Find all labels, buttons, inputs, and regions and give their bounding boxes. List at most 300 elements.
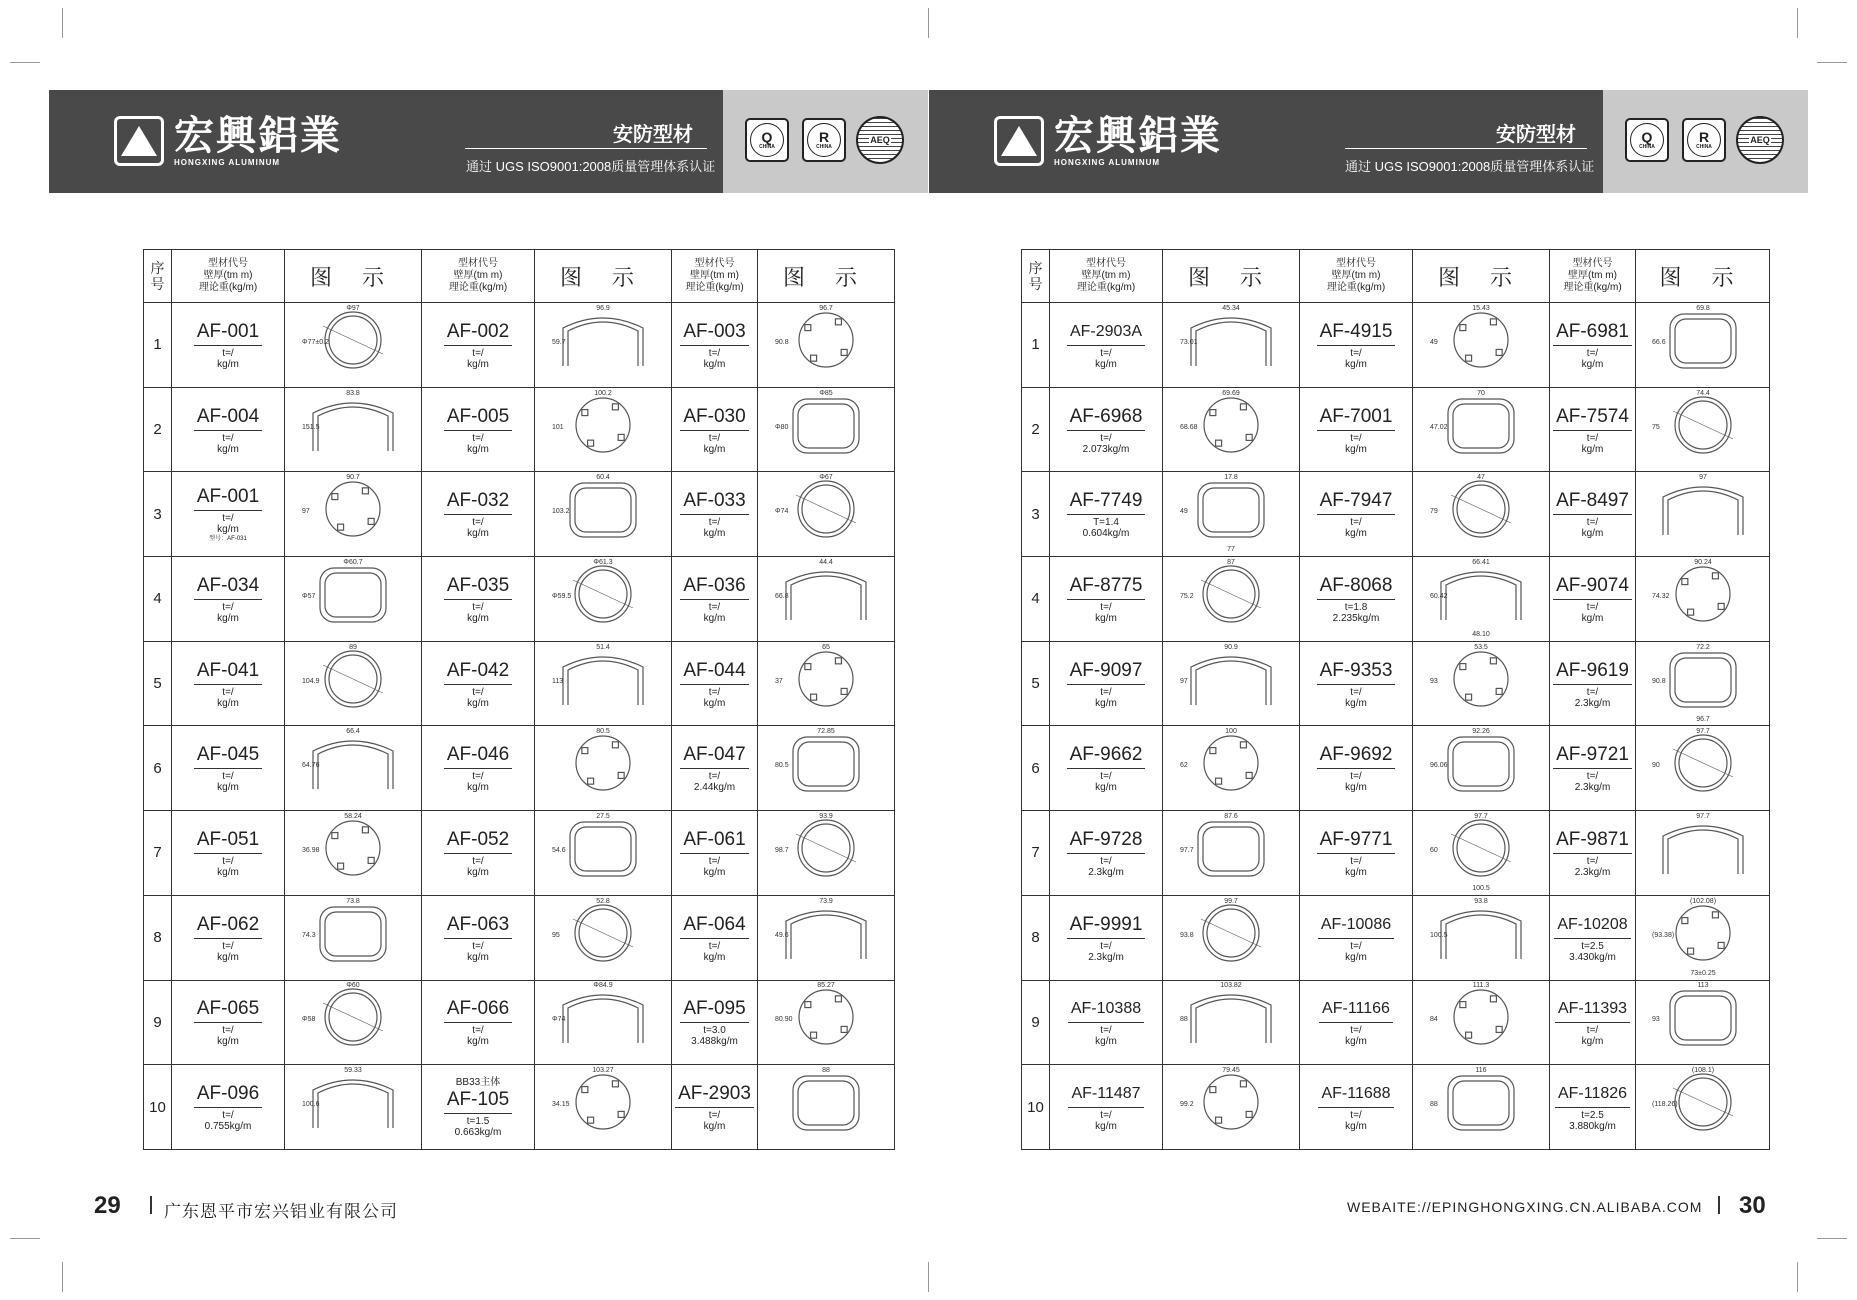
dimension-label: 60.42 (1430, 592, 1448, 600)
dimension-label: 59.7 (552, 338, 566, 346)
theoretical-weight: kg/m (1095, 1036, 1117, 1048)
profile-info-cell (422, 557, 535, 642)
profile-diagram (1426, 560, 1536, 638)
theoretical-weight: kg/m (1095, 358, 1117, 370)
profile-diagram (1648, 475, 1758, 553)
profile-info-cell (422, 726, 535, 811)
profile-outline (1191, 995, 1271, 1043)
profile-diagram-cell (1163, 557, 1300, 642)
profile-notch (1712, 911, 1718, 917)
profile-notch (1460, 663, 1466, 669)
profile-info-cell (422, 303, 535, 388)
dimension-label: 87.6 (1224, 812, 1238, 820)
dimension-label: 99.7 (1224, 897, 1238, 905)
profile-code: AF-9097 (1067, 659, 1146, 685)
profile-drawing (1676, 906, 1730, 960)
table-row (144, 472, 895, 557)
profile-info-cell (172, 557, 285, 642)
dimension-label: 113 (1696, 982, 1709, 990)
profile-diagram-cell (1636, 726, 1770, 811)
dimension-label: (118.26) (1651, 1101, 1678, 1109)
dimension-label: 72.85 (817, 728, 835, 736)
theoretical-weight: kg/m (467, 528, 489, 540)
profile-diagram-cell (1163, 1065, 1300, 1150)
dimension-label: 98.7 (775, 846, 789, 854)
wall-thickness: t=/ (222, 686, 234, 698)
header-profile-info (1300, 250, 1413, 303)
dimension-label: 97 (1698, 474, 1707, 482)
profile-notch (1460, 1002, 1466, 1008)
profile-inner (1453, 742, 1509, 786)
wall-thickness: t=/ (708, 601, 721, 613)
dimension-line (323, 665, 383, 693)
profile-diagram (1176, 560, 1286, 638)
table-row (1022, 811, 1770, 896)
profile-diagram-cell (285, 726, 422, 811)
wall-thickness: t=/ (708, 686, 721, 698)
dimension-label: 113 (552, 677, 564, 685)
profile-diagram-cell (1163, 811, 1300, 896)
dimension-label: 60 (1430, 846, 1438, 854)
profile-code: AF-9728 (1067, 828, 1146, 854)
dimension-line (1673, 411, 1733, 439)
row-index: 4 (144, 557, 172, 642)
registered-badge-icon: R CHINA (1682, 118, 1726, 162)
profile-diagram (1176, 899, 1286, 977)
profile-drawing (793, 737, 859, 791)
theoretical-weight: kg/m (1345, 1121, 1367, 1133)
profile-notch (835, 657, 841, 663)
theoretical-weight: kg/m (467, 612, 489, 624)
profile-code: AF-2903A (1067, 320, 1145, 346)
profile-info-cell (672, 980, 758, 1065)
profile-info-cell (1550, 895, 1636, 980)
profile-drawing (1451, 820, 1511, 876)
certification-text: 通过 UGS ISO9001:2008质量管理体系认证 (1345, 159, 1595, 174)
dimension-label: 97.7 (1180, 846, 1194, 854)
dimension-label: Φ58 (302, 1016, 316, 1024)
wall-thickness: t=/ (1586, 347, 1599, 359)
profile-diagram-cell (535, 980, 672, 1065)
theoretical-weight: kg/m (703, 612, 726, 624)
profile-notch (612, 403, 618, 409)
header-info-line: 理论重(kg/m) (1563, 282, 1622, 293)
profile-diagram (1648, 391, 1758, 469)
profile-drawing (1670, 991, 1736, 1045)
wall-thickness: t=/ (708, 940, 721, 952)
row-index: 6 (1022, 726, 1050, 811)
profile-info-cell (1550, 641, 1636, 726)
profile-code: AF-096 (194, 1082, 262, 1108)
wall-thickness: t=/ (472, 1025, 484, 1037)
profile-info-cell (1550, 1065, 1636, 1150)
profile-diagram-cell (1636, 1065, 1770, 1150)
profile-inner (1675, 319, 1731, 363)
dimension-label: 47 (1477, 474, 1485, 482)
profile-diagram (548, 475, 658, 553)
profile-notch (1490, 319, 1496, 325)
dimension-label: 66.8 (775, 592, 789, 600)
table-row (1022, 726, 1770, 811)
quality-badge-icon: Q CHINA (1625, 118, 1669, 162)
dimension-label: 89 (349, 643, 357, 651)
profile-code: AF-042 (444, 659, 512, 685)
profile-notch (368, 519, 374, 525)
profile-drawing (1454, 652, 1508, 706)
dimension-label: 72.2 (1695, 643, 1710, 651)
profile-inner (568, 322, 638, 366)
theoretical-weight: kg/m (1345, 1036, 1367, 1048)
dimension-label: Φ84.9 (593, 982, 613, 990)
profile-outline (799, 313, 853, 367)
profile-code: AF-105 (444, 1088, 512, 1114)
dimension-label: 93.8 (1474, 897, 1488, 905)
header-info-line: 型材代号 (1572, 258, 1613, 269)
profile-diagram (298, 306, 408, 384)
profile-diagram-cell (758, 1065, 895, 1150)
profile-info-cell (1300, 303, 1413, 388)
profile-info-cell (422, 895, 535, 980)
profile-diagram (1648, 899, 1758, 977)
header-info-line: 理论重(kg/m) (1076, 282, 1136, 293)
profile-catalog-table (1021, 249, 1770, 1150)
profile-diagram-cell (758, 303, 895, 388)
dimension-label: Φ60.7 (343, 558, 363, 566)
profile-notch (1490, 996, 1496, 1002)
table-row (1022, 387, 1770, 472)
profile-inner (325, 912, 381, 956)
catalog-page-right (929, 0, 1857, 1300)
profile-code: AF-004 (194, 405, 262, 431)
profile-code: AF-001 (194, 320, 262, 346)
dimension-label: 73.9 (819, 897, 833, 905)
profile-outline (320, 568, 386, 622)
profile-info-cell (1550, 557, 1636, 642)
profile-diagram (1426, 1068, 1536, 1146)
profile-drawing (320, 907, 386, 961)
profile-drawing (1454, 313, 1508, 367)
profile-info-cell (1550, 811, 1636, 896)
profile-diagram (298, 729, 408, 807)
profile-inner (1675, 658, 1731, 702)
theoretical-weight: 2.3kg/m (1088, 866, 1124, 878)
profile-diagram-cell (535, 811, 672, 896)
wall-thickness: t=/ (222, 855, 234, 867)
profile-code: AF-9771 (1317, 828, 1396, 854)
profile-info-cell (1050, 557, 1163, 642)
profile-code: AF-7749 (1067, 489, 1146, 515)
profile-notch (362, 827, 368, 833)
profile-outline (1454, 313, 1508, 367)
dimension-label: 90.7 (346, 474, 360, 482)
profile-diagram-cell (1413, 980, 1550, 1065)
profile-notch (582, 1087, 588, 1093)
profile-diagram (1426, 983, 1536, 1061)
row-index: 10 (1022, 1065, 1050, 1150)
profile-diagram-cell (535, 472, 672, 557)
profile-notch (1681, 578, 1687, 584)
profile-notch (368, 857, 374, 863)
profile-diagram-cell (758, 557, 895, 642)
wall-thickness: t=/ (1586, 1025, 1599, 1037)
profile-outline (793, 1076, 859, 1130)
profile-info-cell (1300, 895, 1413, 980)
row-index: 7 (144, 811, 172, 896)
theoretical-weight: kg/m (1345, 697, 1367, 709)
profile-notch (332, 833, 338, 839)
dimension-label: Φ85 (819, 389, 833, 397)
table-header-row (1022, 250, 1770, 303)
profile-info-cell (1550, 726, 1636, 811)
theoretical-weight: kg/m (1095, 1121, 1117, 1133)
dimension-label: 49 (1180, 508, 1188, 516)
profile-code: AF-045 (194, 743, 262, 769)
header-info-line: 理论重(kg/m) (1326, 282, 1386, 293)
profile-info-cell (1300, 1065, 1413, 1150)
profile-info-cell (672, 895, 758, 980)
header-profile-info (672, 250, 758, 303)
profile-inner (1446, 915, 1516, 959)
wall-thickness: t=/ (1350, 517, 1362, 529)
theoretical-weight: kg/m (467, 951, 489, 963)
dimension-label: 90.8 (775, 338, 789, 346)
header-info-line: 理论重(kg/m) (685, 282, 744, 293)
theoretical-weight: kg/m (1345, 528, 1367, 540)
theoretical-weight: 2.3kg/m (1574, 697, 1611, 709)
profile-inner (1675, 996, 1731, 1040)
profile-notch (1687, 609, 1693, 615)
theoretical-weight: 0.663kg/m (454, 1126, 502, 1138)
profile-info-cell (1300, 641, 1413, 726)
dimension-label: 97.7 (1474, 812, 1488, 820)
profile-code: AF-036 (680, 574, 748, 600)
profile-info-cell (172, 303, 285, 388)
profile-diagram (548, 645, 658, 723)
row-index: 5 (144, 641, 172, 726)
dimension-label: 74.4 (1695, 389, 1710, 397)
theoretical-weight: 2.3kg/m (1574, 866, 1611, 878)
row-index: 2 (144, 387, 172, 472)
header-info-line: 型材代号 (458, 258, 498, 269)
theoretical-weight: kg/m (217, 1036, 239, 1048)
profile-notch (1718, 603, 1724, 609)
dimension-label: Φ74 (775, 508, 789, 516)
profile-code: AF-046 (444, 743, 512, 769)
profile-drawing (1663, 826, 1743, 874)
profile-inner (791, 576, 861, 620)
dimension-label: 93 (1430, 677, 1438, 685)
profile-diagram (1648, 560, 1758, 638)
profile-inner (1196, 661, 1266, 705)
theoretical-weight: 3.488kg/m (691, 1036, 738, 1048)
dimension-label: (102.08) (1689, 897, 1716, 905)
profile-diagram-cell (1636, 557, 1770, 642)
profile-code: AF-11166 (1319, 997, 1393, 1023)
profile-notch (618, 773, 624, 779)
profile-diagram-cell (535, 641, 672, 726)
profile-info-cell (172, 1065, 285, 1150)
profile-drawing (1441, 572, 1521, 620)
profile-outline (1441, 911, 1521, 959)
dimension-line (1451, 834, 1511, 862)
wall-thickness: t=/ (472, 855, 484, 867)
profile-drawing (1663, 487, 1743, 535)
profile-diagram-cell (1413, 641, 1550, 726)
registered-badge-icon: R CHINA (802, 118, 846, 162)
dimension-label: (108.1) (1691, 1067, 1714, 1075)
profile-drawing (313, 403, 393, 451)
wall-thickness: t=1.5 (466, 1115, 490, 1127)
profile-diagram-cell (535, 895, 672, 980)
profile-diagram (771, 899, 881, 977)
wall-thickness: t=/ (1100, 940, 1112, 952)
header-diagram: 图 示 (285, 250, 422, 303)
theoretical-weight: kg/m (1345, 951, 1367, 963)
profile-diagram-cell (1413, 1065, 1550, 1150)
header-info-line: 壁厚(tm m) (690, 270, 739, 281)
profile-diagram (548, 983, 658, 1061)
wall-thickness: t=/ (222, 1025, 234, 1037)
profile-code: AF-9991 (1067, 913, 1146, 939)
profile-code: AF-047 (680, 743, 748, 769)
wall-thickness: t=/ (1586, 432, 1599, 444)
theoretical-weight: kg/m (703, 1121, 726, 1133)
profile-notch (618, 434, 624, 440)
dimension-label: 100.5 (1472, 884, 1490, 892)
theoretical-weight: kg/m (217, 358, 239, 370)
wall-thickness: t=2.5 (1581, 1110, 1604, 1122)
profile-notch (1210, 409, 1216, 415)
profile-diagram (298, 560, 408, 638)
profile-code: AF-9871 (1553, 828, 1632, 854)
quality-badge-icon: Q CHINA (745, 118, 789, 162)
profile-drawing (573, 905, 633, 961)
row-index: 3 (1022, 472, 1050, 557)
row-index: 8 (1022, 895, 1050, 980)
dimension-line (1201, 580, 1261, 608)
profile-info-cell (422, 472, 535, 557)
profile-info-cell (422, 811, 535, 896)
profile-notch (338, 524, 344, 530)
page-number: 29 (94, 1192, 121, 1219)
dimension-label: 17.8 (1224, 474, 1238, 482)
dimension-label: Φ80 (775, 423, 789, 431)
profile-outline (1454, 990, 1508, 1044)
dimension-line (573, 919, 633, 947)
dimension-line (323, 1003, 383, 1031)
theoretical-weight: kg/m (1581, 358, 1604, 370)
profile-diagram (548, 560, 658, 638)
wall-thickness: t=/ (1350, 855, 1362, 867)
profile-outline (563, 318, 643, 366)
profile-diagram (1426, 645, 1536, 723)
profile-diagram-cell (1413, 895, 1550, 980)
profile-drawing (1673, 735, 1733, 791)
profile-code: AF-005 (444, 405, 512, 431)
profile-info-cell (1050, 641, 1163, 726)
profile-drawing (563, 995, 643, 1043)
profile-diagram-cell (1413, 303, 1550, 388)
profile-inner (575, 488, 631, 532)
profile-code: AF-10388 (1068, 997, 1144, 1023)
dimension-label: 73±0.25 (1689, 969, 1716, 977)
profile-diagram (548, 899, 658, 977)
theoretical-weight: kg/m (467, 697, 489, 709)
logo-english-name: HONGXING ALUMINUM (174, 158, 281, 167)
dimension-label: 68.68 (1180, 423, 1198, 431)
profile-code: AF-9692 (1317, 743, 1396, 769)
profile-diagram-cell (1413, 472, 1550, 557)
profile-info-cell (1300, 557, 1413, 642)
profile-outline (570, 483, 636, 537)
header-info-line: 壁厚(tm m) (203, 270, 253, 281)
profile-drawing (799, 652, 853, 706)
profile-outline (563, 995, 643, 1043)
header-info-line: 壁厚(tm m) (1081, 270, 1131, 281)
profile-inner (325, 573, 381, 617)
profile-series-tag: BB33主体 (455, 1076, 501, 1088)
wall-thickness: t=3.0 (703, 1025, 726, 1037)
table-row (1022, 557, 1770, 642)
profile-drawing (576, 398, 630, 452)
profile-diagram (1648, 1068, 1758, 1146)
theoretical-weight: 0.755kg/m (204, 1121, 252, 1133)
table-row (144, 303, 895, 388)
dimension-label: Φ74 (552, 1016, 566, 1024)
profile-diagram-cell (1163, 641, 1300, 726)
wall-thickness: t=/ (472, 432, 484, 444)
dimension-label: 88 (822, 1067, 830, 1075)
profile-drawing (1191, 318, 1271, 366)
dimension-line (1673, 749, 1733, 777)
profile-notch (1496, 688, 1502, 694)
profile-inner (318, 1084, 388, 1128)
wall-thickness: t=/ (1350, 347, 1362, 359)
section-title: 安防型材 (1496, 124, 1576, 146)
profile-diagram-cell (1636, 895, 1770, 980)
row-index: 9 (1022, 980, 1050, 1065)
row-index: 9 (144, 980, 172, 1065)
table-row (144, 726, 895, 811)
profile-notch (1246, 1111, 1252, 1117)
dimension-label: Φ67 (819, 474, 833, 482)
profile-catalog-table (143, 249, 895, 1150)
profile-drawing (793, 1076, 859, 1130)
profile-notch (811, 1033, 817, 1039)
profile-diagram (1426, 814, 1536, 892)
profile-info-cell (672, 387, 758, 472)
profile-code: AF-033 (680, 489, 748, 515)
profile-notch (332, 494, 338, 500)
wall-thickness: t=/ (222, 432, 234, 444)
header-profile-info (1550, 250, 1636, 303)
theoretical-weight: kg/m (217, 697, 239, 709)
profile-diagram (1176, 983, 1286, 1061)
theoretical-weight: kg/m (1095, 697, 1117, 709)
wall-thickness: t=/ (1100, 1110, 1112, 1122)
company-name: 广东恩平市宏兴铝业有限公司 (164, 1202, 398, 1221)
dimension-label: 15.43 (1472, 304, 1490, 312)
dimension-label: 79.45 (1222, 1067, 1240, 1075)
dimension-label: 103.27 (592, 1067, 614, 1075)
header-diagram: 图 示 (1636, 250, 1770, 303)
profile-inner (1453, 404, 1509, 448)
profile-diagram (548, 306, 658, 384)
dimension-label: 97 (1180, 677, 1188, 685)
profile-drawing (1441, 911, 1521, 959)
dimension-label: 77 (1227, 546, 1235, 554)
profile-notch (811, 355, 817, 361)
